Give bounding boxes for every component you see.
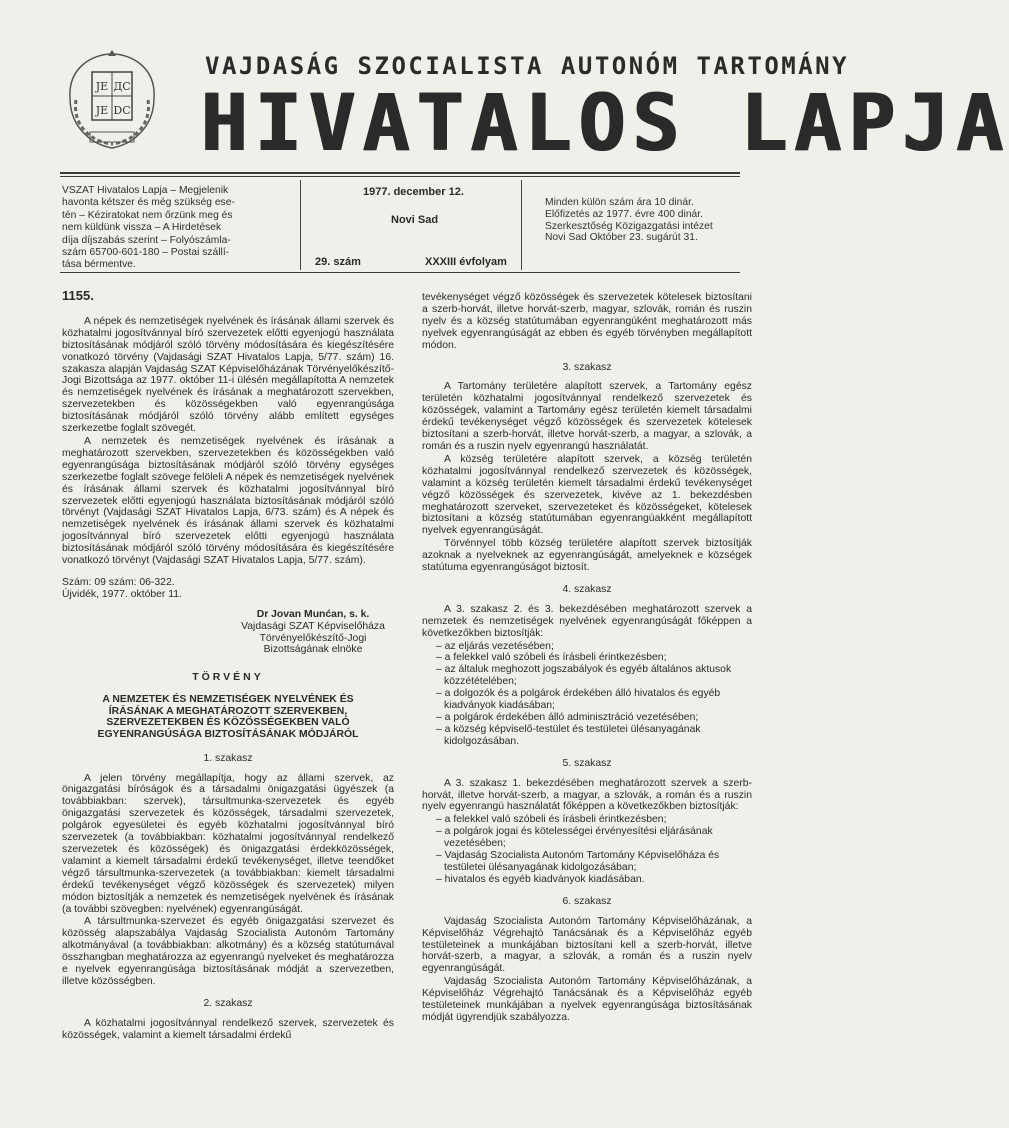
reference-date: Újvidék, 1977. október 11. [62, 588, 182, 600]
left-column [62, 290, 394, 1043]
list-item: – a felekkel való szóbeli és írásbeli érintkezésben; [436, 814, 667, 826]
section-2-paragraph: A közhatalmi jogosítvánnyal rendelkező szervek, szervezetek és közösségek, valamint a kiemelt társadalmi érdekű [62, 1017, 394, 1041]
list-item: – az eljárás vezetésében; [436, 640, 554, 652]
signatory-title: Törvényelőkészítő-Jogi [259, 632, 367, 644]
section-3-paragraph: A Tartomány területére alapított szervek, a Tartomány egész területén közhatalmi jogosítvánnyal rendelkező szervezetek és közösségek, valamint a Tartomány egész területén kiemelt társadalmi érdekű tevékenységet végző közösségek és szervezetek kötelesek biztosítani a szerb-horvát, illetve horvát-szerb, a magyar, a szlovák, a román és a ruszin nyelv egyenrangú használatát. [422, 381, 752, 452]
right-column [422, 292, 752, 1025]
document-number: 1155. [62, 288, 94, 303]
emblem-text-4: DC [113, 104, 131, 117]
subscription-info-line: Novi Sad Október 23. sugárút 31. [545, 232, 698, 244]
masthead-divider-thin [60, 176, 740, 177]
publication-info-line: tén – Kéziratokat nem őrzünk meg és [62, 209, 233, 221]
publication-info-line: VSZAT Hivatalos Lapja – Megjelenik [62, 185, 229, 196]
publication-info-line: nem küldünk vissza – A Hirdetések [62, 222, 222, 234]
section-3-paragraph: Törvénnyel több község területére alapított szervek biztosítják azoknak a nyelveknek az egyenrangúságát, amelyeknek e községek statútuma egyenrangúságot biztosít. [422, 538, 752, 574]
issue-number: 29. szám [315, 256, 361, 268]
section-5-list [422, 814, 752, 885]
section-2-title: 2. szakasz [203, 997, 253, 1009]
emblem-text-3: JE [95, 104, 109, 117]
publication-info-line: díja díjszabás szerint – Folyószámla- [62, 234, 231, 246]
continuation-paragraph: tevékenységet végző közösségek és szervezetek kötelesek biztosítani a szerb-horvát, illetve horvát-szerb, magyar, szlovák, román és ruszin nyelv és a község statútumában egyenrangúként meghatározott más nyelvek egyenrangúságát az ebben és egyéb törvényben megállapított módon. [422, 292, 752, 351]
section-4-list [422, 641, 752, 748]
issue-info [300, 180, 522, 270]
publication-info [62, 185, 277, 272]
reference-number: Szám: 09 szám: 06-322. [62, 576, 175, 588]
issue-date: 1977. december 12. [363, 186, 464, 198]
law-heading: TÖRVÉNY [192, 671, 264, 684]
subscription-info-line: Előfizetés az 1977. évre 400 dinár. [545, 208, 703, 220]
masthead-kicker: VAJDASÁG SZOCIALISTA AUTONÓM TARTOMÁNY [205, 52, 850, 80]
publication-info-line: tása bérmentve. [62, 259, 136, 271]
signatory-title: Vajdasági SZAT Képviselőháza [241, 620, 385, 632]
publication-info-line: havonta kétszer és még szükség ese- [62, 197, 235, 209]
law-title-line: SZERVEZETEKBEN ÉS KÖZÖSSÉGEKBEN VALÓ [106, 717, 350, 729]
section-6-paragraph: Vajdaság Szocialista Autonóm Tartomány Képviselőházának, a Képviselőház Végrehajtó Tanácsának és a Képviselőház egyéb testületeinek munkájában a nyelvek egyenrangúsága biztosításának módját ügyrendjük szabályozza. [422, 976, 752, 1023]
section-5-intro: A 3. szakasz 1. bekezdésében meghatározott szervek a szerb-horvát, illetve horvát-szerb, a magyar, a szlovák, a román és a ruszin nyelv egyenrangú használatát főképpen a következőkben biztosítják: [422, 777, 752, 813]
header-divider [60, 272, 740, 273]
section-1-title: 1. szakasz [203, 752, 253, 764]
list-item: – hivatalos és egyéb kiadványok kiadásában. [436, 873, 645, 885]
subscription-info-line: Szerkesztőség Közigazgatási intézet [545, 220, 713, 232]
law-title-line: ÍRÁSÁNAK A MEGHATÁROZOTT SZERVEKBEN, [108, 705, 348, 717]
section-3-paragraph: A község területére alapított szervek, a község területén közhatalmi jogosítvánnyal rendelkező szervezetek és közösségek, valamint a község területén kiemelt társadalmi érdekű tevékenységet végző közösségek és szervezetek, kivéve az 1. bekezdésben meghatározott szerveket, szervezeteket és közösségeket, kötelesek biztosítani a község statútumában egyenrangúakként megállapított nyelvek egyenrangúságát. [422, 453, 752, 537]
section-4-intro: A 3. szakasz 2. és 3. bekezdésében meghatározott szervek a nemzetek és nemzetiségek nyelvének egyenrangúságát főképpen a következőkben biztosítják: [422, 603, 752, 639]
issue-volume: XXXIII évfolyam [425, 256, 507, 268]
list-item: – a község képviselő-testület és testületei ülésanyagának kidolgozásában. [436, 723, 701, 747]
subscription-info-line: Minden külön szám ára 10 dinár. [545, 197, 694, 208]
issue-city: Novi Sad [391, 214, 439, 226]
signatory-title: Bizottságának elnöke [263, 644, 363, 656]
list-item: – a polgárok jogai és kötelességei érvényesítési eljárásának vezetésében; [436, 826, 713, 850]
intro-paragraph: A nemzetek és nemzetiségek nyelvének és írásának a meghatározott szervekben, szervezetekben és közösségekben való egyenrangúsága biztosításának módjáról szóló törvény egységes szerkezetbe foglalt szövege felöleli A népek és nemzetiségek nyelvének és írásának állami szervek és közhatalmi jogosítvánnyal bíró szervezetek előtti egyenjogú használata biztosításának módjáról szóló törvényt (Vajdasági SZAT Hivatalos Lapja, 6/73. szám) és A népek és nemzetiségek nyelvének és írásának állami szervek és közhatalmi jogosítvánnyal bíró szervezetek előtti egyenjogú használata biztosításának módjáról szóló törvény módosítására és kiegészítésére vonatkozó törvényt (Vajdasági SZAT Hivatalos Lapja, 5/77. szám). [62, 435, 394, 567]
list-item: – a polgárok érdekében álló adminisztráció vezetésében; [436, 712, 699, 723]
list-item: – a felekkel való szóbeli és írásbeli érintkezésben; [436, 652, 667, 664]
masthead-title: HIVATALOS LAPJA [200, 79, 1009, 169]
subscription-info [545, 197, 755, 244]
list-item: – a dolgozók és a polgárok érdekében álló hivatalos és egyéb kiadványok kiadásában; [436, 688, 721, 712]
list-item: – Vajdaság Szocialista Autonóm Tartomány Képviselőháza és testületei ülésanyagának kidolgozásában; [436, 850, 720, 873]
publication-info-line: szám 65700-601-180 – Postai szállí- [62, 247, 230, 259]
law-title-line: EGYENRANGÚSÁGA BIZTOSÍTÁSÁNAK MÓDJÁRÓL [97, 729, 359, 741]
section-4-title: 4. szakasz [562, 583, 612, 595]
signatory-name: Dr Jovan Munćan, s. k. [256, 608, 370, 620]
section-1-paragraph: A társultmunka-szervezet és egyéb önigazgatási szervezet és közösség alapszabálya Vajdaság Szocialista Autonóm Tartomány alkotmányával (a továbbiakban: alkotmány) és a község statútumával összhangban meghatározza az egyenrangú nyelveket és meghatározza e nyelvek egyenrangúsága biztosításának módját a szervezetben, illetve közösségben. [62, 916, 394, 987]
coat-of-arms-emblem [62, 48, 162, 160]
section-6-paragraph: Vajdaság Szocialista Autonóm Tartomány Képviselőházának, a Képviselőház Végrehajtó Tanácsának és a Képviselőház egyéb testületeinek a munkájában biztosítani kell a szerb-horvát, illetve horvát-szerb, a magyar, a szlovák, a román és a ruszin nyelv egyenrangúságát. [422, 915, 752, 975]
reference-block [62, 577, 394, 601]
signature-block [62, 609, 394, 657]
intro-paragraph: A népek és nemzetiségek nyelvének és írásának állami szervek és közhatalmi jogosítvánnyal bíró szervezetek előtti egyenjogú használata biztosításának módjáról szóló törvény módosítására és kiegészítésére vonatkozó törvény (Vajdasági SZAT Hivatalos Lapja, 5/77. szám) 16. szakasza alapján Vajdaság SZAT Képviselőházának Törvényelőkészítő-Jogi Bizottsága az 1977. október 11-i ülésén megállapította A nemzetek és nemzetiségek nyelvének és írásának a meghatározott szervekben, szervezetekben és közösségekben való egyenrangúsága biztosításának módjáról szóló törvény alább említett egységes szerkezetbe foglalt szövegét. [62, 315, 394, 435]
emblem-text-1: ЈЕ [95, 80, 109, 93]
section-1-paragraph: A jelen törvény megállapítja, hogy az állami szervek, az önigazgatási bíróságok és a társadalmi önigazgatási ügyészek (a továbbiakban: szervek), társultmunka-szervezetek és egyéb önigazgatási szervezetek és közösségek, társadalmi szervezetek, polgárok egyesületei és egyéb közhatalmi jogosítvánnyal bíró szervezetek (a továbbiakban: közhatalmi jogosítvánnyal rendelkező szervezetek és közösségek) és önigazgatási érdekközösségek, valamint a kiemelt társadalmi érdekű tevékenységet, illetve teendőket végző társultmunka-szervezetek (a továbbiakban: kiemelt társadalmi érdekű tevékenységet végző közösségek és szervezetek) milyen módon biztosítják a nemzetek és nemzetiségek nyelvének és írásának (a további szövegben: nyelvének) egyenrangúságát. [62, 772, 394, 915]
section-3-title: 3. szakasz [562, 361, 612, 373]
list-item: – az általuk meghozott jogszabályok és egyéb általános aktusok közzétételében; [436, 664, 732, 688]
law-title-line: A NEMZETEK ÉS NEMZETISÉGEK NYELVÉNEK ÉS [102, 694, 354, 706]
masthead-divider [60, 172, 740, 174]
law-title [62, 694, 394, 740]
section-5-title: 5. szakasz [562, 757, 612, 769]
emblem-text-2: ДС [113, 80, 131, 93]
section-6-title: 6. szakasz [562, 895, 612, 907]
